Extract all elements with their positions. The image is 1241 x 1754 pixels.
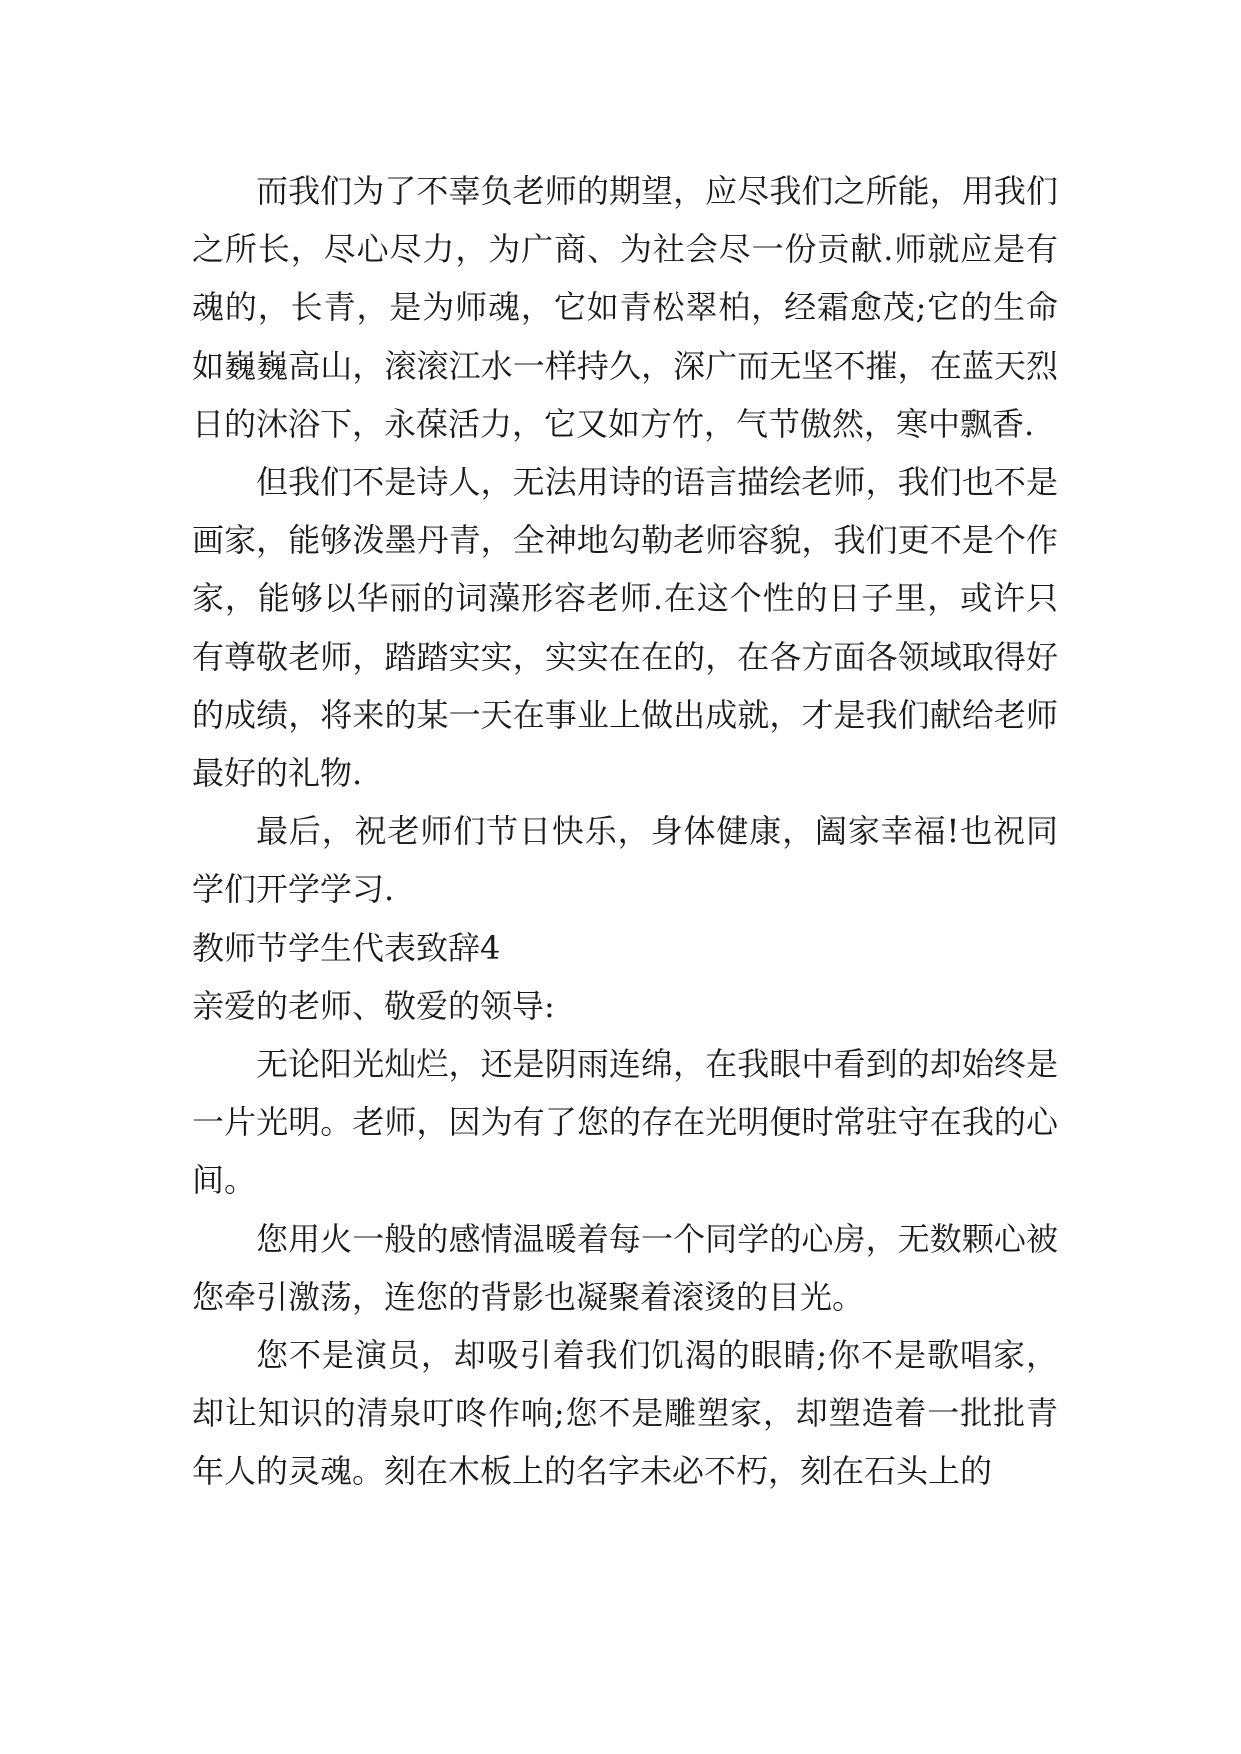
document-body	[192, 162, 1058, 1501]
paragraph-not-actor: 您不是演员，却吸引着我们饥渴的眼睛;你不是歌唱家，却让知识的清泉叮咚作响;您不是雕塑家，却塑造着一批批青年人的灵魂。刻在木板上的名字未必不朽，刻在石头上的	[192, 1336, 1058, 1491]
paragraph-not-poets: 但我们不是诗人，无法用诗的语言描绘老师，我们也不是画家，能够泼墨丹青，全神地勾勒老师容貌，我们更不是个作家，能够以华丽的词藻形容老师.在这个性的日子里，或许只有尊敬老师，踏踏实实，实实在在的，在各方面各领域取得好的成绩，将来的某一天在事业上做出成就，才是我们献给老师最好的礼物.	[192, 463, 1058, 793]
paragraph-warmth: 您用火一般的感情温暖着每一个同学的心房，无数颗心被您牵引激荡，连您的背影也凝聚着滚烫的目光。	[192, 1219, 1058, 1316]
paragraph-sunshine: 无论阳光灿烂，还是阴雨连绵，在我眼中看到的却始终是一片光明。老师，因为有了您的存在光明便时常驻守在我的心间。	[192, 1045, 1058, 1200]
salutation: 亲爱的老师、敬爱的领导:	[192, 986, 555, 1025]
paragraph-closing-wishes: 最后，祝老师们节日快乐，身体健康，阖家幸福!也祝同学们开学学习.	[192, 812, 1058, 909]
paragraph-teacher-spirit: 而我们为了不辜负老师的期望，应尽我们之所能，用我们之所长，尽心尽力，为广商、为社会尽一份贡献.师就应是有魂的，长青，是为师魂，它如青松翠柏，经霜愈茂;它的生命如巍巍高山，滚滚江水一样持久，深广而无坚不摧，在蓝天烈日的沐浴下，永葆活力，它又如方竹，气节傲然，寒中飘香.	[192, 172, 1058, 443]
section-heading: 教师节学生代表致辞4	[192, 928, 501, 967]
